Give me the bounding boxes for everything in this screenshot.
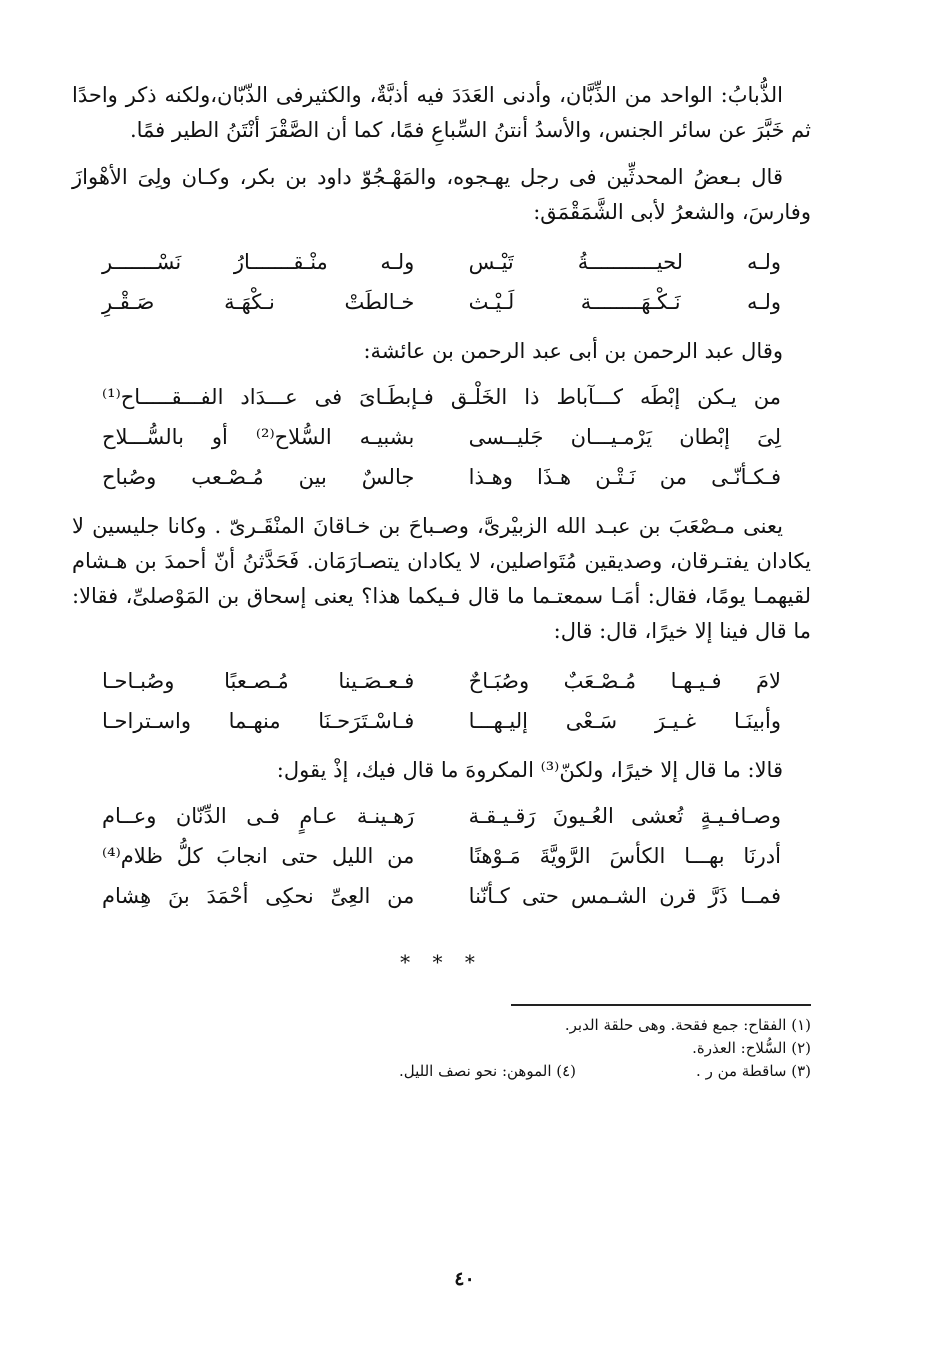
footnote-row xyxy=(72,1037,811,1060)
verse-hemistich-left: فـاسْـتَرَحـنَا منهـما واسـتراحـا xyxy=(102,709,415,733)
footnote-1: (١) الفقاح: جمع فقحة. وهى حلقة الدبر. xyxy=(564,1016,811,1034)
verse-hemistich-right: فمــا ذَرَّ قرن الشـمس حتى كـأنّنا xyxy=(468,884,781,908)
verse-hemistich-right: وأبينَـا غـيـرَ سَـعْى إليـهـــا xyxy=(468,709,781,733)
verse-hemistich-right: لامَ فـيـهـا مُـصْـعَبٌ وصُبَـاحٌ xyxy=(468,669,781,693)
page-number: ٤٠ xyxy=(454,1268,475,1290)
verse xyxy=(72,282,811,322)
paragraph-flies: الذُّبابُ: الواحد من الذِّبَّان، وأدنى العَدَدَ فيه أذبَّةٌ، والكثيرفى الذّبّان،ولكنه ذكر واحدًا ثم خَبَّرَ عن سائر الجنس، والأسدُ أنتنُ السِّباعِ فمًا، كما أن الصَّقْرَ أنْتَنُ الطير فمًا. xyxy=(72,83,811,142)
verse xyxy=(72,796,811,836)
footnote-4: (٤) الموهن: نحو نصف الليل. xyxy=(398,1062,577,1080)
verse-hemistich-right: ولـه لحيـــــــــــةُ تَيْـس xyxy=(468,250,781,274)
poem-ishaq xyxy=(72,661,811,741)
verse-hemistich-right: لِىَ إبْطان يَرْمـيـــان جَليــسى xyxy=(468,425,781,449)
verse-hemistich-left: رَهـينـة عـامٍ فـى الدِّنّان وعــام xyxy=(102,804,415,828)
poem-shamaqmaq xyxy=(72,242,811,322)
verse-full-line: من يـكن إبْطَه كـــآباط ذا الخَلْـق فـإبطَـاىَ فى عـــدَاد الفـــقـــــاح⁽¹⁾ xyxy=(102,385,781,409)
verse-hemistich-left: جالسٌ بين مُـصْـعب وصُباح xyxy=(102,465,415,489)
verse-hemistich-left: من الليل حتى انجابَ كلُّ ظلام⁽⁴⁾ xyxy=(102,844,415,868)
section-divider-stars: * * * xyxy=(400,950,483,974)
footnote-rule xyxy=(511,1004,811,1006)
verse-hemistich-left: خـالطَتْ نـكْهَـة صَـقْـرِ xyxy=(102,290,415,314)
verse-hemistich-left: فـعـصَـينا مُـصـعبًا وصُبـاحـا xyxy=(102,669,415,693)
poem-wine xyxy=(72,796,811,916)
footnote-3: (٣) ساقطة من ر . xyxy=(696,1062,811,1080)
footnote-row xyxy=(72,1014,811,1037)
verse xyxy=(72,242,811,282)
paragraph-satire-intro: قال بـعضُ المحدثِّين فى رجل يهـجوه، والمَهْـجُوّ داود بن بكر، وكـان ولِىَ الأهْوازَ وفارسَ، والشعرُ لأبى الشَّمَقْمَق: xyxy=(72,165,811,224)
verse xyxy=(72,836,811,876)
verse-hemistich-right: أدرنَا بهـــا الكأسَ الرَّويَّةَ مَـوْهنًا xyxy=(468,844,781,868)
verse-hemistich-right: فـكـأنّـى من نَـتْـن هـذَا وهـذا xyxy=(468,465,781,489)
footnote-row xyxy=(72,1060,811,1083)
verse xyxy=(72,701,811,741)
footnote-2: (٢) السُّلاح: العذرة. xyxy=(692,1039,811,1057)
paragraph-musab-sabah: يعنى مـصْعَبَ بن عبـد الله الزبيْرىَّ، وصـباحَ بن خـاقانَ المنْقَـرىّ . وكانا جليسين لا يكادان يفتـرقان، وصديقين مُتَواصلين، لا يكادان يتصـارَمَان. فَحَدَّثنُ أنّ أحمدَ بن هـشام لقيهمـا يومًا، فقال: أمَـا سمعتـما ما قال فـيكما هذا؟ يعنى إسحاق بن المَوْصلىِّ، فقالا: ما قال فينا إلا خيرًا، قال: قال: xyxy=(72,514,811,643)
verse xyxy=(72,417,811,457)
verse-hemistich-right: وصـافـيـةٍ تُعشى العُـيونَ رَقـيـقـة xyxy=(468,804,781,828)
verse xyxy=(72,661,811,701)
verse-hemistich-left: ولـه منْـقـــــــارُ نَسْـــــــر xyxy=(102,250,415,274)
intro-ibn-aisha: وقال عبد الرحمن بن أبى عبد الرحمن بن عائشة: xyxy=(363,339,783,363)
verse-hemistich-right: ولـه نَـكْـهَــــــــة لَـيْـث xyxy=(468,290,781,314)
verse-hemistich-left: من العِىِّ نحكِى أحْمَدَ بنَ هِشام xyxy=(102,884,415,908)
verse xyxy=(72,457,811,497)
verse xyxy=(72,876,811,916)
footnotes xyxy=(72,1014,811,1083)
verse-hemistich-left: بشبيـه السُّلاح⁽²⁾ أو بالسُّـــلاح xyxy=(102,425,415,449)
intro-reply: قالا: ما قال إلا خيرًا، ولكنّ⁽³⁾ المكروهَ ما قال فيك، إذْ يقول: xyxy=(276,758,783,782)
poem-ibn-aisha xyxy=(72,377,811,497)
